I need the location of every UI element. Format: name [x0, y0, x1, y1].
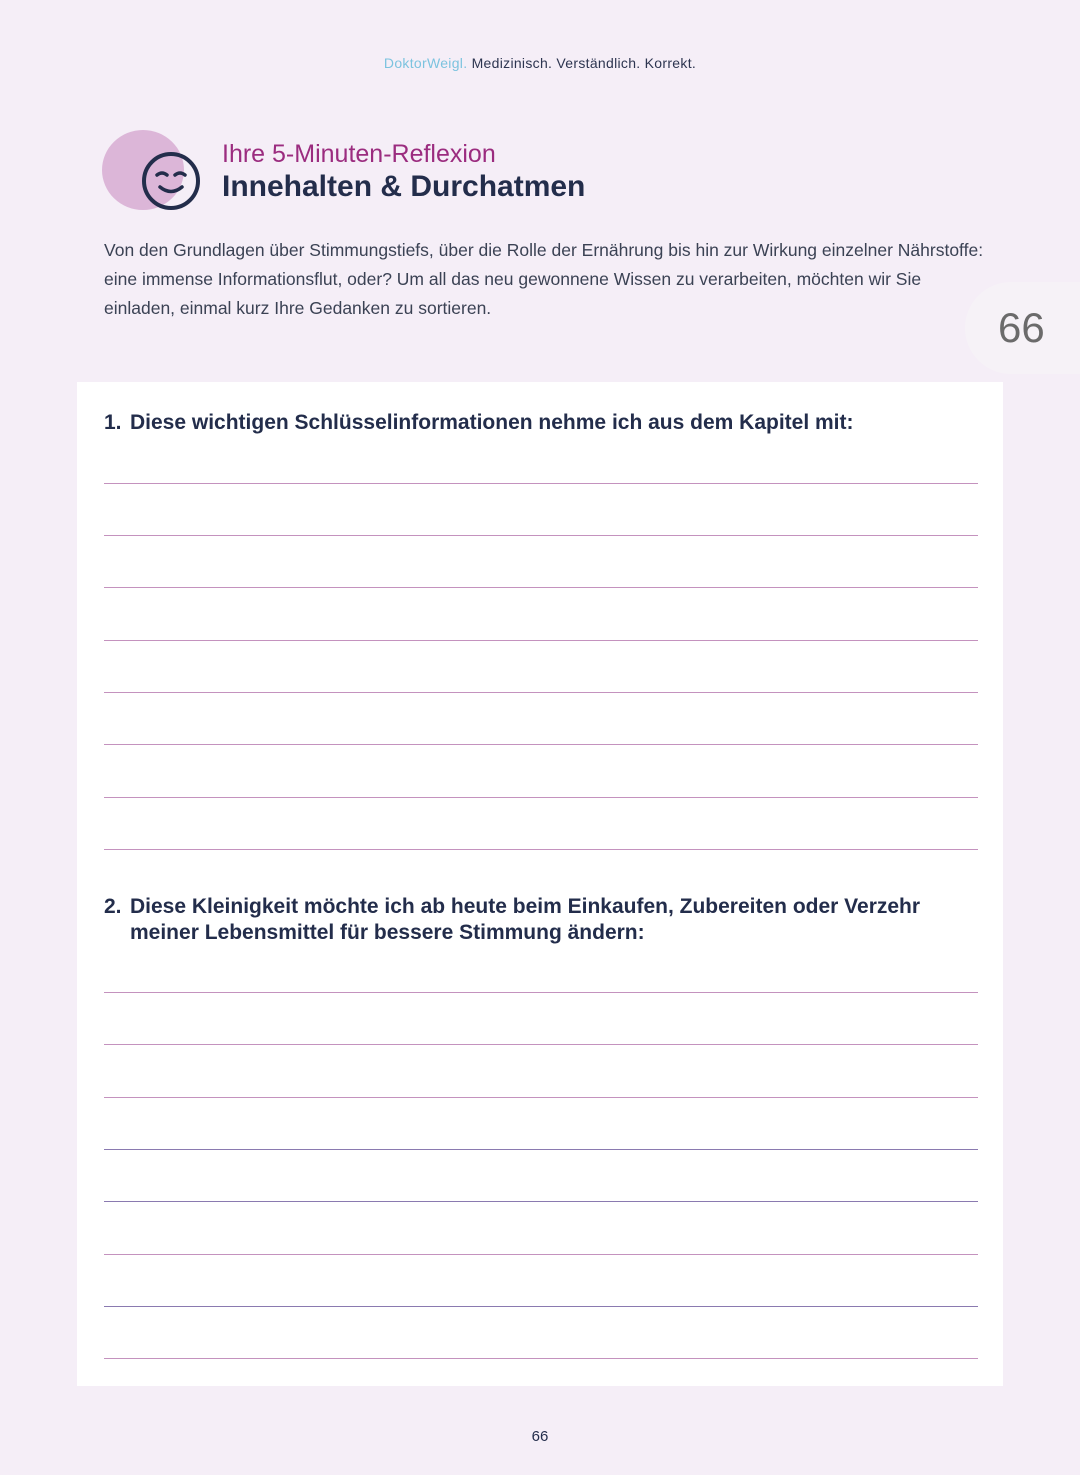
question-1-text: Diese wichtigen Schlüsselinformationen nehme ich aus dem Kapitel mit:	[130, 411, 854, 434]
question-1-number: 1.	[104, 411, 122, 434]
smiley-face-icon	[140, 150, 202, 212]
answer-line-2-3[interactable]	[104, 1097, 978, 1098]
page-number-tab-label: 66	[998, 304, 1045, 351]
question-2-number: 2.	[104, 895, 122, 918]
answer-line-1-1[interactable]	[104, 483, 978, 484]
brand-tagline: Medizinisch. Verständlich. Korrekt.	[471, 55, 697, 71]
question-2-text: Diese Kleinigkeit möchte ich ab heute beim Einkaufen, Zubereiten oder Verzehr meiner Lebensmittel für bessere Stimmung ändern:	[130, 895, 921, 944]
answer-line-2-5[interactable]	[104, 1201, 978, 1202]
title-block	[102, 128, 702, 218]
question-1	[104, 410, 984, 436]
answer-line-1-5[interactable]	[104, 692, 978, 693]
brand-name: DoktorWeigl.	[383, 55, 468, 71]
running-header	[0, 55, 1080, 71]
answer-line-2-7[interactable]	[104, 1306, 978, 1307]
answer-line-2-4[interactable]	[104, 1149, 978, 1150]
question-2	[104, 894, 984, 946]
answer-line-2-6[interactable]	[104, 1254, 978, 1255]
answer-line-2-2[interactable]	[104, 1044, 978, 1045]
page-title: Innehalten & Durchatmen	[222, 170, 586, 203]
answer-line-2-8[interactable]	[104, 1358, 978, 1359]
intro-paragraph: Von den Grundlagen über Stimmungstiefs, über die Rolle der Ernährung bis hin zur Wirkung einzelner Nährstoffe: eine immense Informationsflut, oder? Um all das neu gewonnene Wissen zu verarbeiten, möchten wir Sie einladen, einmal kurz Ihre Gedanken zu sortieren.	[104, 240, 984, 318]
answer-line-1-2[interactable]	[104, 535, 978, 536]
answer-line-2-1[interactable]	[104, 992, 978, 993]
answer-line-1-7[interactable]	[104, 797, 978, 798]
answer-line-1-8[interactable]	[104, 849, 978, 850]
reflection-worksheet-card	[77, 382, 1003, 1386]
section-subtitle: Ihre 5-Minuten-Reflexion	[222, 140, 496, 168]
answer-line-1-4[interactable]	[104, 640, 978, 641]
answer-line-1-6[interactable]	[104, 744, 978, 745]
answer-line-1-3[interactable]	[104, 587, 978, 588]
footer-page-number: 66	[531, 1428, 549, 1445]
